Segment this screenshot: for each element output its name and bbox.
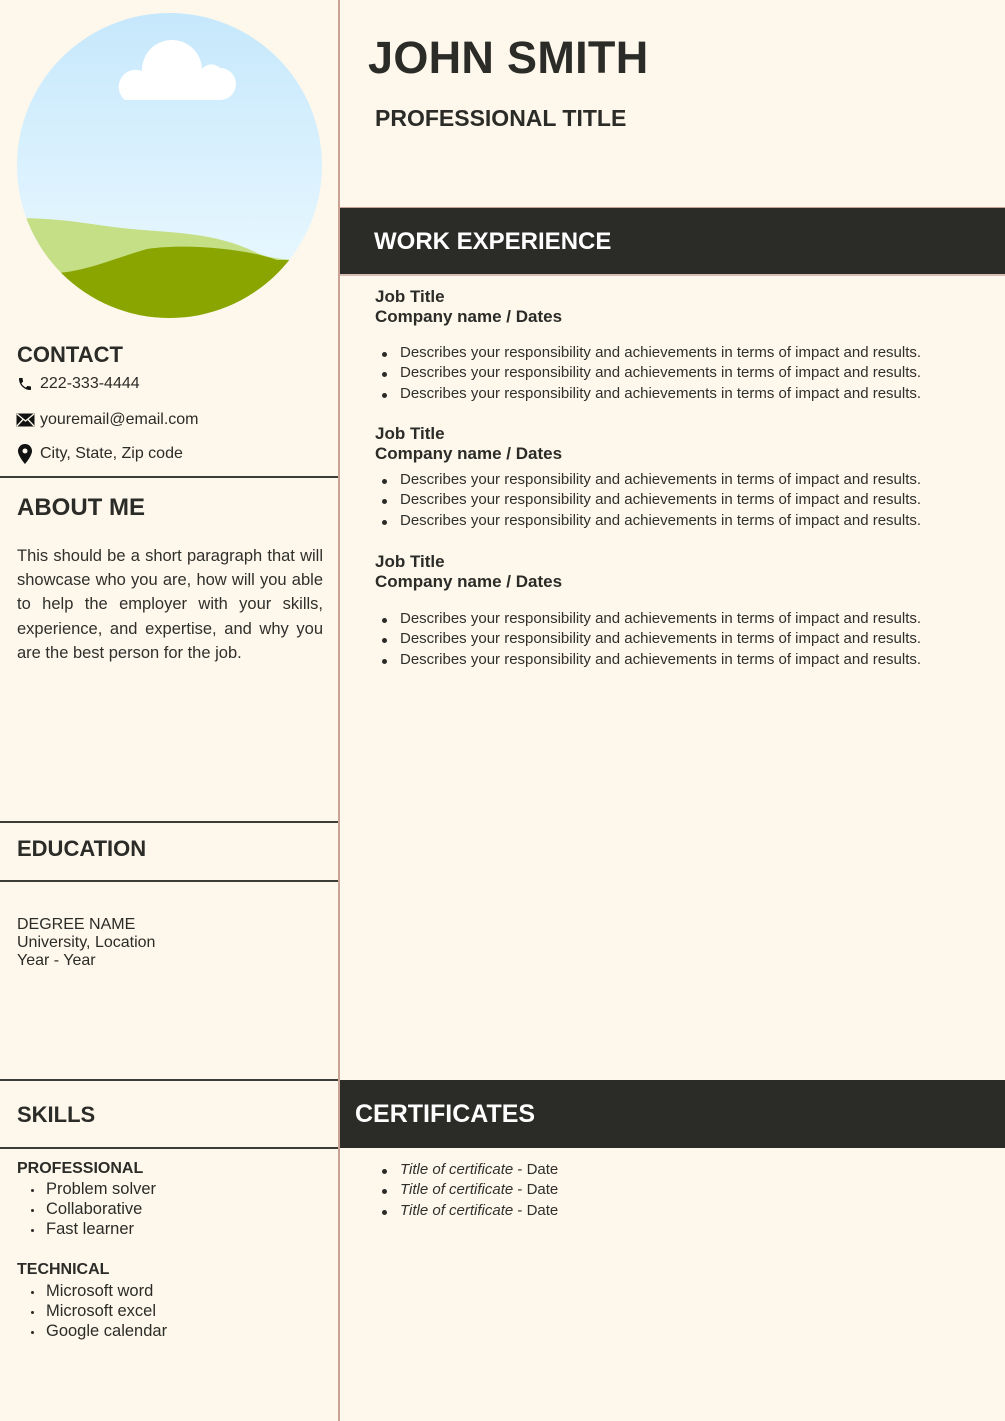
- job-entry: [375, 424, 975, 531]
- candidate-name: JOHN SMITH: [368, 32, 649, 83]
- job-bullet: Describes your responsibility and achievements in terms of impact and results.: [375, 650, 975, 670]
- section-divider: [0, 821, 338, 823]
- degree-name: DEGREE NAME: [17, 916, 136, 933]
- job-title: Job Title: [375, 287, 445, 306]
- skills-group-title: TECHNICAL: [17, 1261, 110, 1278]
- phone-text[interactable]: 222-333-4444: [40, 375, 140, 392]
- map-pin-icon: [15, 444, 35, 464]
- professional-skills-list: [17, 1179, 156, 1240]
- certificate-title: Title of certificate: [400, 1181, 514, 1199]
- job-bullet: Describes your responsibility and achievements in terms of impact and results.: [375, 470, 975, 490]
- skills-heading: SKILLS: [17, 1102, 96, 1127]
- education-entry: [17, 916, 155, 970]
- phone-icon: [15, 374, 35, 394]
- skill-item: Google calendar: [17, 1321, 167, 1341]
- work-experience-heading: WORK EXPERIENCE: [374, 228, 612, 255]
- technical-skills-list: [17, 1281, 167, 1342]
- certificates-list: [375, 1160, 558, 1221]
- certificate-title: Title of certificate: [400, 1201, 514, 1219]
- university-location: University, Location: [17, 934, 156, 951]
- job-company-dates: Company name / Dates: [375, 306, 563, 326]
- certificate-item: [375, 1201, 558, 1221]
- job-title: Job Title: [375, 552, 445, 571]
- job-bullet: Describes your responsibility and achievements in terms of impact and results.: [375, 490, 975, 510]
- certificates-heading: CERTIFICATES: [355, 1100, 536, 1128]
- certificate-date: - Date: [513, 1181, 559, 1199]
- envelope-icon: [15, 410, 35, 430]
- contact-heading: CONTACT: [17, 342, 123, 367]
- contact-phone: [15, 374, 140, 394]
- job-bullets: [375, 470, 975, 531]
- skill-item: Microsoft excel: [17, 1301, 167, 1321]
- job-bullet: Describes your responsibility and achievements in terms of impact and results.: [375, 609, 975, 629]
- contact-email: [15, 410, 199, 430]
- skill-item: Fast learner: [17, 1219, 156, 1239]
- certificate-date: - Date: [513, 1161, 559, 1178]
- job-bullet: Describes your responsibility and achievements in terms of impact and results.: [375, 384, 975, 404]
- section-divider: [0, 1079, 338, 1081]
- landscape-placeholder-icon: [17, 13, 322, 318]
- job-bullet: Describes your responsibility and achievements in terms of impact and results.: [375, 511, 975, 531]
- location-text: City, State, Zip code: [40, 445, 183, 462]
- job-bullets: [375, 343, 975, 404]
- job-company-dates: Company name / Dates: [375, 443, 563, 463]
- job-title: Job Title: [375, 424, 445, 443]
- certificate-item: [375, 1180, 558, 1200]
- job-bullet: Describes your responsibility and achievements in terms of impact and results.: [375, 343, 975, 363]
- profile-photo: [17, 13, 322, 318]
- skill-item: Collaborative: [17, 1199, 156, 1219]
- job-entry: [375, 287, 975, 404]
- skill-item: Problem solver: [17, 1179, 156, 1199]
- education-years: Year - Year: [17, 952, 96, 969]
- education-heading: EDUCATION: [17, 836, 147, 861]
- job-bullet: Describes your responsibility and achievements in terms of impact and results.: [375, 363, 975, 383]
- job-entry: [375, 552, 975, 670]
- about-paragraph: This should be a short paragraph that will showcase who you are, how will you able to help the employer with your skills, experience, and expertise, and why you are the best person for the job.: [17, 547, 323, 662]
- professional-title: PROFESSIONAL TITLE: [375, 105, 627, 131]
- section-divider: [0, 880, 338, 882]
- job-bullets: [375, 609, 975, 670]
- certificate-title: Title of certificate: [400, 1161, 514, 1178]
- certificate-date: - Date: [513, 1201, 559, 1219]
- work-experience-band: [340, 207, 1005, 276]
- skills-group-title: PROFESSIONAL: [17, 1160, 144, 1177]
- section-divider: [0, 476, 338, 478]
- certificates-band: [340, 1080, 1005, 1148]
- job-company-dates: Company name / Dates: [375, 571, 563, 591]
- skill-item: Microsoft word: [17, 1281, 167, 1301]
- job-bullet: Describes your responsibility and achievements in terms of impact and results.: [375, 629, 975, 649]
- email-text[interactable]: youremail@email.com: [40, 411, 199, 428]
- section-divider: [0, 1147, 338, 1149]
- about-heading: ABOUT ME: [17, 494, 145, 521]
- contact-location: [15, 444, 183, 464]
- certificate-item: [375, 1160, 558, 1180]
